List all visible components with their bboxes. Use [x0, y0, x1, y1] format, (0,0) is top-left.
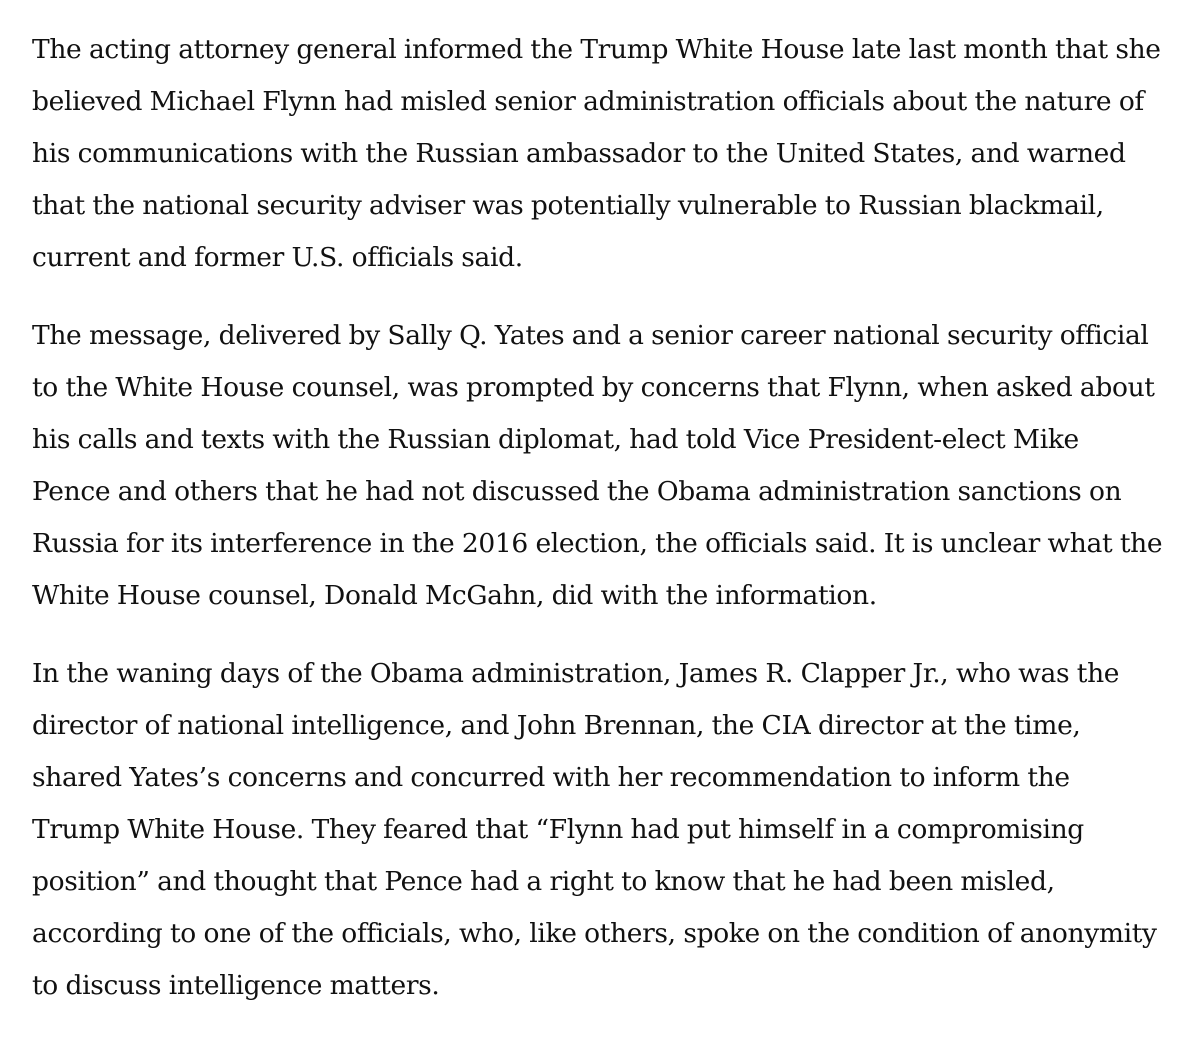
article-paragraph-3 — [32, 648, 1172, 1012]
text-line: position” and thought that Pence had a right to know that he had been misled, — [32, 866, 1055, 897]
text-line: White House counsel, Donald McGahn, did with the information. — [32, 580, 877, 611]
text-line: Trump White House. They feared that “Flynn had put himself in a compromising — [32, 814, 1084, 845]
text-line: his communications with the Russian ambassador to the United States, and warned — [32, 138, 1126, 169]
text-line: current and former U.S. officials said. — [32, 242, 523, 273]
text-line: The acting attorney general informed the Trump White House late last month that she — [32, 34, 1161, 65]
article-paragraph-2 — [32, 310, 1172, 622]
text-line: to the White House counsel, was prompted by concerns that Flynn, when asked about — [32, 372, 1155, 403]
text-line: to discuss intelligence matters. — [32, 970, 440, 1001]
text-line: Russia for its interference in the 2016 election, the officials said. It is unclear what the — [32, 528, 1163, 559]
text-line: according to one of the officials, who, like others, spoke on the condition of anonymity — [32, 918, 1157, 949]
text-line: The message, delivered by Sally Q. Yates and a senior career national security official — [32, 320, 1149, 351]
text-line: that the national security adviser was potentially vulnerable to Russian blackmail, — [32, 190, 1104, 221]
text-line: shared Yates’s concerns and concurred with her recommendation to inform the — [32, 762, 1070, 793]
text-line: his calls and texts with the Russian diplomat, had told Vice President-elect Mike — [32, 424, 1079, 455]
text-line: believed Michael Flynn had misled senior administration officials about the nature of — [32, 86, 1144, 117]
text-line: director of national intelligence, and John Brennan, the CIA director at the time, — [32, 710, 1081, 741]
article-paragraph-1 — [32, 24, 1172, 284]
text-line: Pence and others that he had not discussed the Obama administration sanctions on — [32, 476, 1122, 507]
text-line: In the waning days of the Obama administration, James R. Clapper Jr., who was the — [32, 658, 1120, 689]
